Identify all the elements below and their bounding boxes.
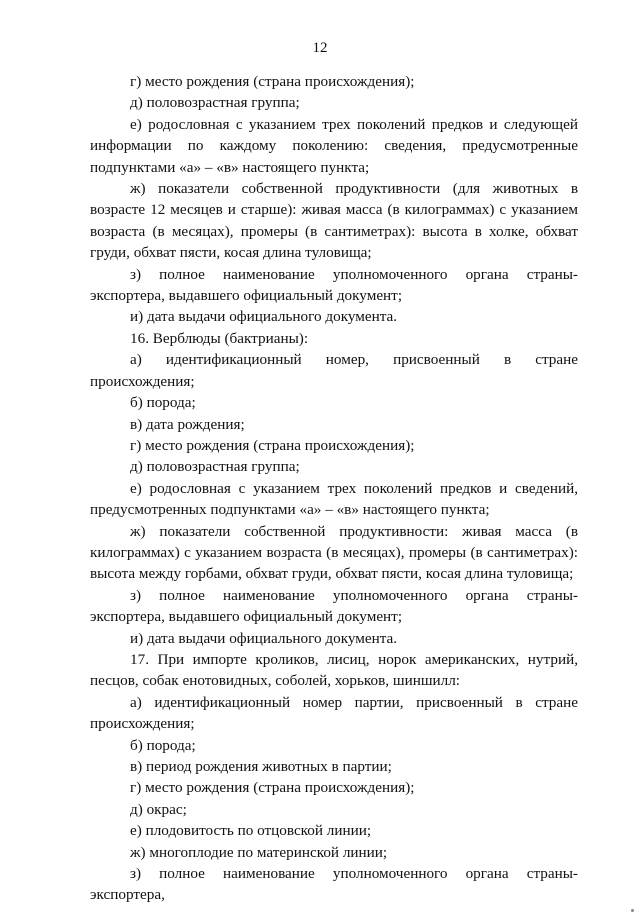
paragraph-id-number: а) идентификационный номер, присвоенный в стране происхождения;	[90, 351, 578, 390]
paragraph-breed: б) порода;	[130, 736, 196, 754]
section-heading-fur-animals: 17. При импорте кроликов, лисиц, норок американских, нутрий, песцов, собак енотовидных, соболей, хорьков, шиншилл:	[90, 650, 578, 690]
paragraph-birthplace: г) место рождения (страна происхождения);	[130, 73, 415, 90]
document-body	[90, 71, 578, 906]
paragraph-birthplace: г) место рождения (страна происхождения);	[130, 436, 415, 454]
paragraph-pedigree: е) родословная с указанием трех поколений предков и следующей информации по каждому поколению: сведения, предусмотренные подпунктами «а» – «в» настоящего пункта;	[90, 115, 578, 176]
paragraph-coat-color: д) окрас;	[130, 800, 187, 818]
paragraph-pedigree: е) родословная с указанием трех поколений предков и сведений, предусмотренных подпунктами «а» – «в» настоящего пункта;	[90, 479, 578, 519]
paragraph-issue-date: и) дата выдачи официального документа.	[130, 629, 398, 647]
paragraph-paternal-fertility: е) плодовитость по отцовской линии;	[130, 822, 372, 840]
paragraph-birth-period: в) период рождения животных в партии;	[130, 758, 392, 775]
paragraph-batch-id: а) идентификационный номер партии, присвоенный в стране происхождения;	[90, 693, 578, 733]
paragraph-age-group: д) половозрастная группа;	[130, 94, 300, 112]
page-number: 12	[312, 40, 328, 56]
paragraph-birth-date: в) дата рождения;	[130, 415, 245, 433]
paragraph-issue-date: и) дата выдачи официального документа.	[130, 308, 398, 326]
paragraph-age-group: д) половозрастная группа;	[130, 458, 300, 476]
paragraph-maternal-litter-size: ж) многоплодие по материнской линии;	[130, 843, 388, 861]
paragraph-productivity: ж) показатели собственной продуктивности (для животных в возрасте 12 месяцев и старше): живая масса (в килограммах) с указанием возраста (в месяцах), промеры (в сантиметрах): высота в холке, обхват груди, обхват пясти, косая длина туловища;	[90, 180, 578, 262]
paragraph-authority: з) полное наименование уполномоченного органа страны-экспортера, выдавшего официальный документ;	[90, 265, 578, 305]
paragraph-breed: б) порода;	[130, 394, 196, 412]
paragraph-authority: з) полное наименование уполномоченного органа страны-экспортера,	[90, 865, 578, 904]
section-heading-camels: 16. Верблюды (бактрианы):	[130, 329, 309, 347]
paragraph-birthplace: г) место рождения (страна происхождения);	[130, 779, 415, 797]
paragraph-productivity: ж) показатели собственной продуктивности: живая масса (в килограммах) с указанием возраста (в месяцах), промеры (в сантиметрах): высота между горбами, обхват груди, обхват пясти, косая длина туловища;	[90, 522, 578, 583]
scan-speck	[631, 909, 634, 912]
paragraph-authority: з) полное наименование уполномоченного органа страны-экспортера, выдавшего официальный документ;	[90, 586, 578, 626]
